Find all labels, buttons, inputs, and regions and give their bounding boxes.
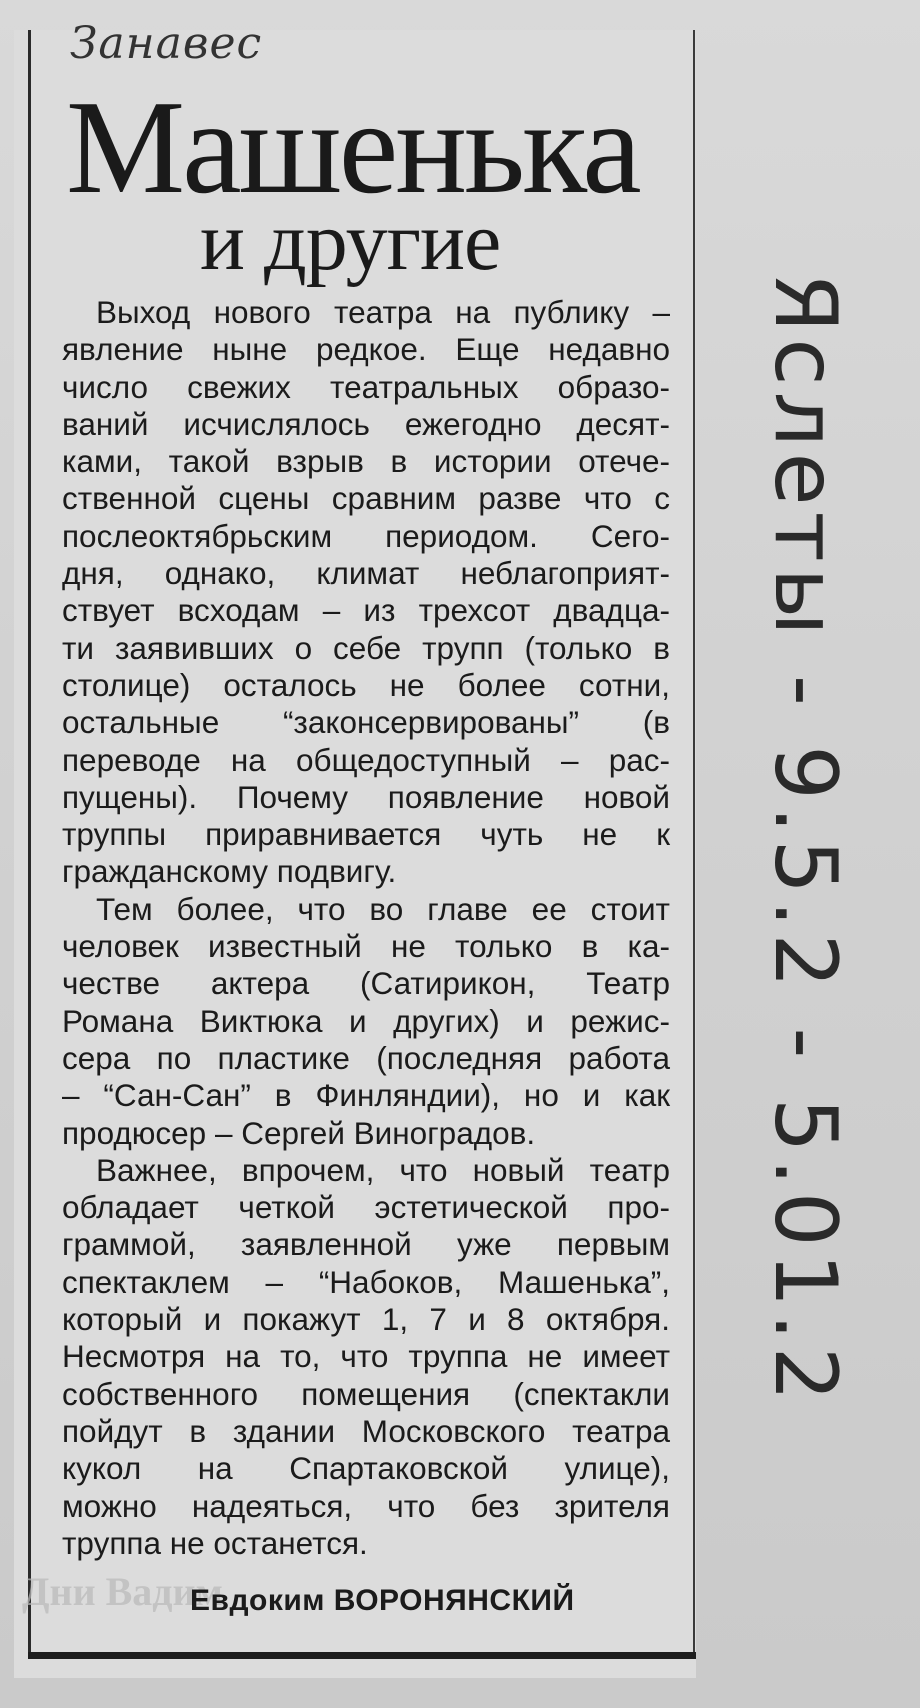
article-line: дня, однако, климат неблагоприят- [62, 555, 670, 592]
article-line: граммой, заявленной уже первым [62, 1226, 670, 1263]
article-line: Важнее, впрочем, что новый театр [96, 1151, 670, 1188]
article-line: обладает четкой эстетической про- [62, 1189, 670, 1226]
article-line: ти заявивших о себе трупп (только в [62, 629, 670, 666]
article-line: честве актера (Сатирикон, Театр [62, 965, 670, 1002]
article-line: послеоктябрьским периодом. Сего- [62, 517, 670, 554]
article-subtitle: и другие [200, 195, 501, 288]
article-line: Романа Виктюка и других) и режис- [62, 1002, 670, 1039]
article-line: труппы приравнивается чуть не к [62, 816, 670, 853]
article-line: Тем более, что во главе ее стоит [96, 890, 670, 927]
article-line: Выход нового театра на публику – [96, 294, 670, 330]
article-body [62, 294, 670, 1562]
article-line: кукол на Спартаковской улице), [62, 1450, 670, 1487]
right-column-rule [693, 30, 695, 1654]
article-line: пойдут в здании Московского театра [62, 1412, 670, 1449]
bottom-rule [28, 1652, 696, 1659]
handwritten-note [705, 60, 905, 1620]
article-line: гражданскому подвигу. [62, 853, 397, 890]
article-line: столице) осталось не более сотни, [62, 666, 670, 703]
rubric-label: Занавес [70, 18, 263, 69]
left-column-rule [28, 30, 31, 1654]
article-line: явление ныне редкое. Еще недавно [62, 331, 670, 368]
handwritten-note-text: Яслеты - 9.5.2 - 5.01.2 [755, 272, 855, 1408]
article-line: собственного помещения (спектакли [62, 1375, 670, 1412]
article-line: Несмотря на то, что труппа не имеет [62, 1338, 670, 1375]
article-line: труппа не останется. [62, 1524, 368, 1561]
article-line: ками, такой взрыв в истории отече- [62, 443, 670, 480]
article-line: пущены). Почему появление новой [62, 778, 670, 815]
article-title: Машенька [66, 73, 639, 221]
article-line: который и покажут 1, 7 и 8 октября. [62, 1301, 670, 1338]
article-line: ствует всходам – из трехсот двадца- [62, 592, 670, 629]
article-line: ваний исчислялось ежегодно десят- [62, 405, 670, 442]
article-line: – “Сан-Сан” в Финляндии), но и как [62, 1077, 670, 1114]
article-line: человек известный не только в ка- [62, 928, 670, 965]
article-line: продюсер – Сергей Виноградов. [62, 1114, 536, 1151]
article-line: остальные “законсервированы” (в [62, 704, 670, 741]
article-author: Евдоким ВОРОНЯНСКИЙ [190, 1584, 575, 1617]
bleed-through-text: Дни Вадим [22, 1569, 223, 1614]
article-line: ственной сцены сравним разве что с [62, 480, 670, 517]
article-line: число свежих театральных образо- [62, 368, 670, 405]
article-line: сера по пластике (последняя работа [62, 1039, 670, 1076]
article-line: спектаклем – “Набоков, Машенька”, [62, 1263, 670, 1300]
article-line: можно надеяться, что без зрителя [62, 1487, 670, 1524]
article-line: переводе на общедоступный – рас- [62, 741, 670, 778]
